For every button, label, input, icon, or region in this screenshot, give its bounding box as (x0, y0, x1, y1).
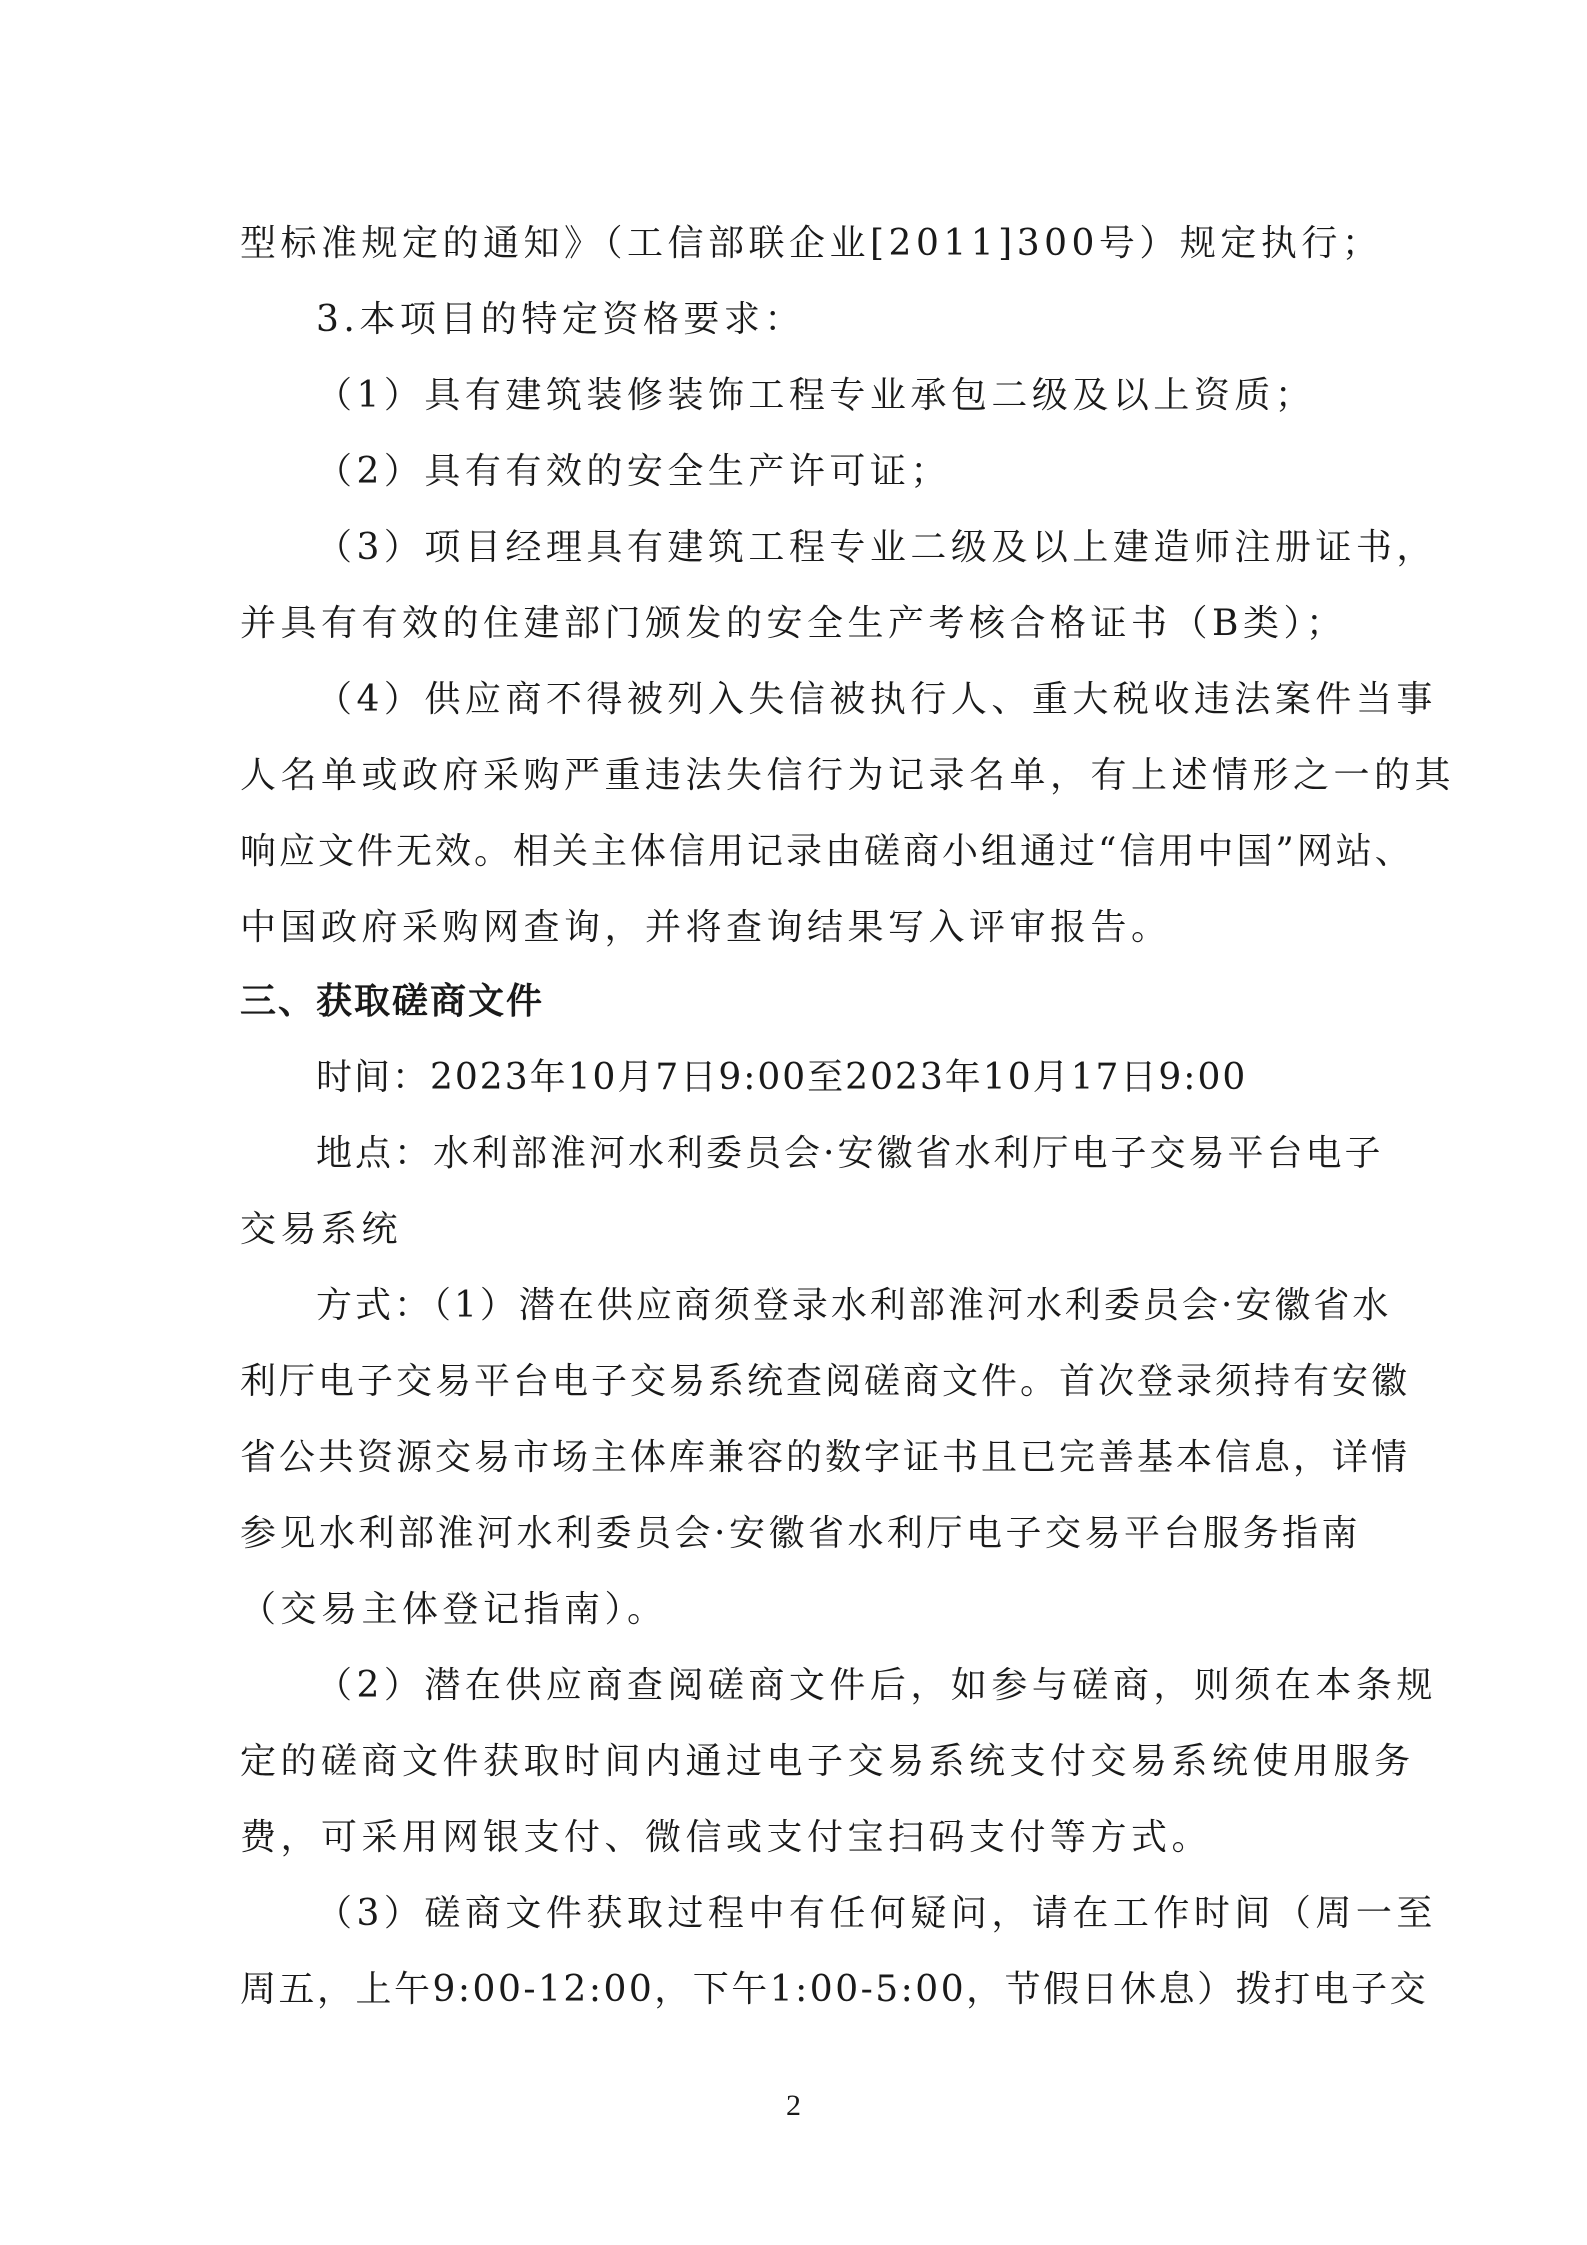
paragraph-line: 方式：（1）潜在供应商须登录水利部淮河水利委员会·安徽省水 (316, 1285, 1392, 1326)
paragraph-line: （2）具有有效的安全生产许可证； (316, 451, 951, 492)
paragraph-line: 省公共资源交易市场主体库兼容的数字证书且已完善基本信息，详情 (240, 1437, 1411, 1478)
paragraph-line: （交易主体登记指南）。 (240, 1589, 668, 1630)
paragraph-line: 费，可采用网银支付、微信或支付宝扫码支付等方式。 (240, 1817, 1213, 1858)
paragraph-line: 地点：水利部淮河水利委员会·安徽省水利厅电子交易平台电子 (316, 1133, 1384, 1174)
paragraph-line: 时间：2023年10月7日9:00至2023年10月17日9:00 (316, 1057, 1248, 1098)
paragraph-line: 3.本项目的特定资格要求： (316, 299, 805, 340)
paragraph-line: 人名单或政府采购严重违法失信行为记录名单，有上述情形之一的其 (240, 755, 1456, 796)
paragraph-line: 交易系统 (240, 1209, 403, 1250)
paragraph-line: （2）潜在供应商查阅磋商文件后，如参与磋商，则须在本条规 (316, 1665, 1437, 1706)
paragraph-line: （4）供应商不得被列入失信被执行人、重大税收违法案件当事 (316, 679, 1437, 720)
paragraph-line: 定的磋商文件获取时间内通过电子交易系统支付交易系统使用服务 (240, 1741, 1415, 1782)
paragraph-line: 并具有有效的住建部门颁发的安全生产考核合格证书（B类）； (240, 603, 1347, 644)
page-number: 2 (786, 2089, 801, 2122)
paragraph-line: 响应文件无效。相关主体信用记录由磋商小组通过“信用中国”网站、 (240, 831, 1414, 872)
paragraph-line: 参见水利部淮河水利委员会·安徽省水利厅电子交易平台服务指南 (240, 1513, 1361, 1554)
paragraph-line: 中国政府采购网查询，并将查询结果写入评审报告。 (240, 907, 1172, 948)
paragraph-line: （1）具有建筑装修装饰工程专业承包二级及以上资质； (316, 375, 1316, 416)
section-heading: 三、获取磋商文件 (240, 981, 545, 1022)
paragraph-line: 利厅电子交易平台电子交易系统查阅磋商文件。首次登录须持有安徽 (240, 1361, 1411, 1402)
paragraph-line: （3）项目经理具有建筑工程专业二级及以上建造师注册证书， (316, 527, 1437, 568)
paragraph-line: 型标准规定的通知》（工信部联企业[2011]300号）规定执行； (240, 223, 1383, 264)
paragraph-line: 周五，上午9:00-12:00，下午1:00-5:00，节假日休息）拨打电子交 (240, 1969, 1429, 2010)
paragraph-line: （3）磋商文件获取过程中有任何疑问，请在工作时间（周一至 (316, 1893, 1437, 1934)
